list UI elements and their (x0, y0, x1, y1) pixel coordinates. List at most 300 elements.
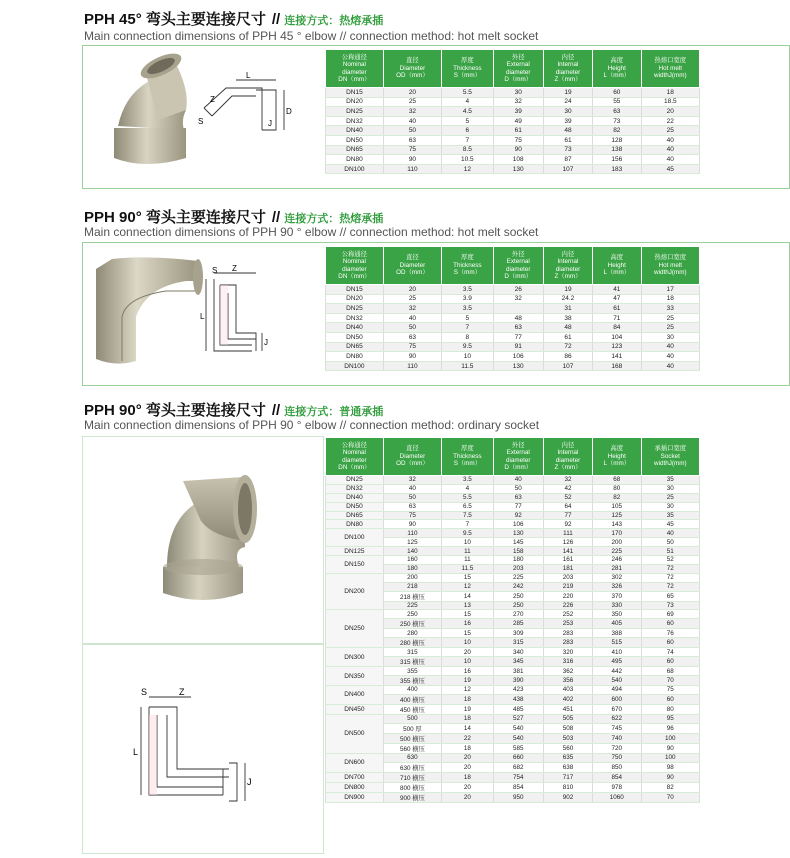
table-cell: 100 (641, 753, 699, 762)
table-cell: 15 (442, 629, 493, 638)
column-header-line: External (506, 61, 530, 68)
column-header-line: 直径 (406, 57, 419, 65)
connection-method-cn: 连接方式：普通承插 (284, 406, 384, 418)
table-cell: 18 (442, 772, 493, 782)
table-cell: 104 (593, 332, 642, 342)
table-cell: 978 (593, 782, 642, 792)
dn-cell: DN450 (326, 704, 384, 714)
table-cell: 315 (383, 648, 441, 657)
table-cell: 40 (641, 342, 699, 352)
table-cell: 48 (493, 313, 543, 323)
table-cell: 110 (383, 361, 441, 371)
table-cell: 900 横压 (383, 792, 441, 802)
table-cell: 160 (383, 556, 441, 565)
table-cell: 10.5 (442, 155, 493, 165)
table-cell: 45 (641, 164, 699, 174)
label-S: S (198, 117, 204, 126)
column-header (383, 50, 441, 88)
table-row (326, 164, 700, 174)
table-cell: 670 (593, 704, 642, 714)
dn-cell: DN50 (326, 135, 384, 145)
table-cell: 745 (593, 723, 642, 733)
table-header-row (326, 50, 700, 88)
table-cell: 40 (641, 352, 699, 362)
table-cell: 220 (543, 591, 592, 601)
column-header (442, 438, 493, 476)
table-cell: 125 (383, 538, 441, 547)
column-header-line: Hot melt (658, 261, 683, 269)
table-row (326, 145, 700, 155)
table-cell: 3.5 (442, 285, 493, 295)
table-row (326, 107, 700, 117)
table-cell: 170 (593, 529, 642, 538)
column-header-line: External (506, 449, 530, 456)
table-row (326, 667, 700, 676)
column-header-line: 公称通径 (341, 441, 367, 449)
table-cell: 35 (641, 511, 699, 520)
table-cell: 560 横压 (383, 743, 441, 753)
column-header-line: 公称通径 (341, 250, 367, 258)
column-header-line: Thickness (453, 64, 482, 72)
table-row (326, 285, 700, 295)
column-header-line: widthJ(mm) (654, 72, 687, 80)
dn-cell: DN80 (326, 155, 384, 165)
table-cell: 340 (493, 648, 543, 657)
table-cell: 111 (543, 529, 592, 538)
table-cell: 7 (442, 135, 493, 145)
table-cell: 585 (493, 743, 543, 753)
column-header-line: D（mm） (504, 76, 533, 83)
table-cell: 30 (493, 88, 543, 98)
table-cell: 20 (383, 285, 441, 295)
table-cell: 515 (593, 638, 642, 648)
table-cell: 141 (543, 547, 592, 556)
column-header-line: 外径 (511, 53, 525, 61)
table-cell: 635 (543, 753, 592, 762)
dn-cell: DN50 (326, 502, 384, 511)
table-cell: 24.2 (543, 294, 592, 304)
dimension-table-pph90-hot (325, 246, 700, 371)
table-cell: 40 (641, 361, 699, 371)
dn-cell: DN40 (326, 323, 384, 333)
column-header (543, 438, 592, 476)
table-cell: 107 (543, 164, 592, 174)
table-cell: 95 (641, 714, 699, 723)
table-cell: 38 (543, 313, 592, 323)
table-cell: 442 (593, 667, 642, 676)
table-cell: 180 (493, 556, 543, 565)
title-separator: // (271, 11, 281, 28)
column-header (641, 438, 699, 476)
table-row (326, 792, 700, 802)
table-cell: 6.5 (442, 502, 493, 511)
table-cell: 183 (593, 164, 642, 174)
column-header-line: diameter (342, 68, 367, 76)
dn-cell: DN100 (326, 361, 384, 371)
table-cell: 33 (641, 304, 699, 314)
table-cell: 4.5 (442, 107, 493, 117)
table-cell: 91 (493, 342, 543, 352)
table-cell: 14 (442, 723, 493, 733)
table-cell: 40 (641, 145, 699, 155)
column-header-line: 热熔口宽度 (654, 57, 687, 65)
column-header (442, 50, 493, 88)
table-cell: 315 (493, 638, 543, 648)
dn-cell: DN350 (326, 667, 384, 686)
table-cell: 6 (442, 126, 493, 136)
column-header-line: Internal (557, 258, 579, 265)
table-cell: 400 横压 (383, 694, 441, 704)
column-header-line: Hot melt (658, 64, 683, 72)
column-header (493, 438, 543, 476)
table-cell: 82 (593, 493, 642, 502)
table-cell: 138 (593, 145, 642, 155)
table-cell: 218 横压 (383, 591, 441, 601)
table-cell: 75 (383, 342, 441, 352)
table-cell: 90 (383, 520, 441, 529)
table-cell: 55 (593, 97, 642, 107)
table-cell: 18 (641, 88, 699, 98)
table-cell: 49 (493, 116, 543, 126)
column-header (641, 247, 699, 285)
dn-cell: DN32 (326, 116, 384, 126)
table-cell: 540 (493, 723, 543, 733)
table-cell: 225 (383, 601, 441, 610)
table-row (326, 313, 700, 323)
elbow-90-section-drawing (83, 645, 323, 853)
table-cell: 76 (641, 629, 699, 638)
dn-cell: DN15 (326, 88, 384, 98)
table-cell: 80 (641, 704, 699, 714)
title-separator: // (271, 402, 281, 419)
table-cell: 19 (442, 704, 493, 714)
table-cell: 485 (493, 704, 543, 714)
table-cell: 902 (543, 792, 592, 802)
table-cell: 18 (442, 694, 493, 704)
table-cell: 90 (383, 155, 441, 165)
table-cell: 100 (641, 733, 699, 743)
table-cell: 70 (641, 792, 699, 802)
table-cell: 25 (641, 493, 699, 502)
table-row (326, 573, 700, 582)
table-cell: 9.5 (442, 529, 493, 538)
table-cell: 50 (493, 484, 543, 493)
table-cell: 18 (442, 743, 493, 753)
table-cell: 42 (543, 484, 592, 493)
table-row (326, 556, 700, 565)
table-row (326, 782, 700, 792)
column-header-line: S（mm） (453, 460, 481, 468)
table-cell: 40 (641, 155, 699, 165)
column-header (383, 438, 441, 476)
column-header-line: diameter (505, 68, 531, 76)
table-cell: 450 横压 (383, 704, 441, 714)
table-cell: 560 (543, 743, 592, 753)
table-cell: 61 (493, 126, 543, 136)
column-header-line: DN（mm） (338, 76, 371, 83)
table-cell: 18 (641, 294, 699, 304)
table-cell: 73 (593, 116, 642, 126)
table-cell: 8.5 (442, 145, 493, 155)
table-cell: 39 (493, 107, 543, 117)
label-Z: Z (232, 264, 237, 273)
table-cell: 10 (442, 538, 493, 547)
table-cell: 12 (442, 164, 493, 174)
table-cell: 69 (641, 610, 699, 619)
table-cell: 854 (593, 772, 642, 782)
table-cell: 600 (593, 694, 642, 704)
table-cell: 246 (593, 556, 642, 565)
column-header-line: 内径 (561, 250, 575, 258)
table-cell: 283 (543, 629, 592, 638)
table-cell: 92 (543, 520, 592, 529)
table-cell: 63 (593, 107, 642, 117)
table-cell: 60 (641, 638, 699, 648)
table-cell: 356 (543, 676, 592, 686)
dn-cell: DN250 (326, 610, 384, 648)
table-cell: 30 (543, 107, 592, 117)
dn-cell: DN65 (326, 511, 384, 520)
table-cell: 41 (593, 285, 642, 295)
title-text: PPH 90° 弯头主要连接尺寸 (84, 402, 266, 419)
table-cell: 107 (543, 361, 592, 371)
dn-cell: DN80 (326, 520, 384, 529)
table-row (326, 135, 700, 145)
table-cell: 82 (593, 126, 642, 136)
table-cell: 75 (493, 135, 543, 145)
table-cell: 494 (593, 686, 642, 695)
table-cell: 253 (543, 619, 592, 629)
table-cell: 500 横压 (383, 733, 441, 743)
column-header-line: 直径 (406, 445, 419, 453)
column-header-line: 厚度 (461, 254, 474, 262)
table-cell: 106 (493, 520, 543, 529)
table-cell: 388 (593, 629, 642, 638)
dn-cell: DN25 (326, 304, 384, 314)
dn-cell: DN80 (326, 352, 384, 362)
label-S: S (212, 266, 218, 275)
elbow-45-drawing (86, 50, 318, 184)
table-cell: 10 (442, 657, 493, 667)
table-cell: 45 (641, 520, 699, 529)
table-cell: 60 (641, 657, 699, 667)
table-cell: 60 (593, 88, 642, 98)
table-cell: 280 横压 (383, 638, 441, 648)
table-row (326, 686, 700, 695)
column-header-line: diameter (555, 456, 581, 464)
table-row (326, 304, 700, 314)
table-cell: 40 (493, 476, 543, 485)
column-header-line: diameter (505, 265, 531, 273)
table-cell: 51 (641, 547, 699, 556)
table-cell: 250 横压 (383, 619, 441, 629)
column-header-line: Diameter (399, 261, 426, 269)
table-cell: 52 (543, 493, 592, 502)
table-cell: 98 (641, 762, 699, 772)
table-cell: 63 (493, 323, 543, 333)
table-cell: 77 (543, 511, 592, 520)
column-header (593, 438, 642, 476)
table-row (326, 97, 700, 107)
column-header-line: 高度 (610, 57, 624, 65)
table-cell: 25 (383, 294, 441, 304)
column-header (326, 438, 384, 476)
table-cell: 225 (493, 573, 543, 582)
table-row (326, 116, 700, 126)
table-cell: 285 (493, 619, 543, 629)
table-cell: 25 (383, 97, 441, 107)
label-J: J (264, 338, 268, 347)
table-cell: 15 (442, 610, 493, 619)
column-header-line: L（mm） (603, 72, 631, 80)
title-separator: // (271, 209, 281, 226)
label-Z: Z (210, 95, 215, 104)
table-cell: 381 (493, 667, 543, 676)
table-cell: 75 (383, 511, 441, 520)
section-title (84, 206, 383, 227)
table-cell: 30 (641, 332, 699, 342)
table-cell: 540 (593, 676, 642, 686)
dn-cell: DN65 (326, 342, 384, 352)
table-row (326, 294, 700, 304)
table-row (326, 648, 700, 657)
column-header-line: D（mm） (504, 273, 533, 280)
table-cell: 508 (543, 723, 592, 733)
title-text: PPH 90° 弯头主要连接尺寸 (84, 209, 266, 226)
drawing-panel (82, 644, 324, 854)
dn-cell: DN900 (326, 792, 384, 802)
table-cell: 226 (543, 601, 592, 610)
table-cell: 3.5 (442, 304, 493, 314)
table-cell: 14 (442, 591, 493, 601)
column-header-line: 高度 (610, 254, 624, 262)
column-header (442, 247, 493, 285)
column-header-line: OD（mm） (396, 460, 429, 468)
table-cell: 24 (543, 97, 592, 107)
column-header-line: diameter (505, 456, 531, 464)
table-cell: 5 (442, 116, 493, 126)
table-cell: 4 (442, 97, 493, 107)
table-cell: 250 (383, 610, 441, 619)
dn-cell: DN300 (326, 648, 384, 667)
table-cell: 355 横压 (383, 676, 441, 686)
table-cell: 10 (442, 352, 493, 362)
table-cell: 218 (383, 582, 441, 591)
table-cell: 20 (641, 107, 699, 117)
column-header (593, 247, 642, 285)
table-cell: 622 (593, 714, 642, 723)
table-cell: 540 (493, 733, 543, 743)
table-cell: 63 (493, 493, 543, 502)
column-header-line: diameter (342, 456, 367, 464)
column-header-line: DN（mm） (338, 273, 371, 280)
column-header-line: 热熔口宽度 (654, 254, 687, 262)
table-cell (493, 304, 543, 314)
table-cell: 423 (493, 686, 543, 695)
table-cell: 40 (641, 529, 699, 538)
column-header-line: Thickness (453, 261, 482, 269)
table-cell: 68 (593, 476, 642, 485)
column-header-line: L（mm） (603, 269, 631, 277)
table-row (326, 493, 700, 502)
dn-cell: DN200 (326, 573, 384, 610)
table-cell: 143 (593, 520, 642, 529)
table-cell: 503 (543, 733, 592, 743)
dn-cell: DN50 (326, 332, 384, 342)
elbow-90-photo (83, 437, 323, 643)
column-header-line: Thickness (453, 452, 482, 460)
table-cell: 309 (493, 629, 543, 638)
table-cell: 11 (442, 556, 493, 565)
table-cell: 130 (493, 529, 543, 538)
table-cell: 4 (442, 484, 493, 493)
table-row (326, 610, 700, 619)
table-cell: 72 (543, 342, 592, 352)
table-cell: 400 (383, 686, 441, 695)
table-cell: 75 (383, 145, 441, 155)
table-cell: 40 (383, 484, 441, 493)
table-cell: 410 (593, 648, 642, 657)
section-title (84, 399, 383, 420)
table-cell: 48 (543, 126, 592, 136)
column-header-line: Internal (557, 449, 579, 456)
column-header-line: OD（mm） (396, 72, 429, 80)
table-cell: 63 (383, 135, 441, 145)
table-cell: 20 (442, 792, 493, 802)
column-header-line: Z（mm） (554, 464, 582, 471)
dn-cell: DN20 (326, 97, 384, 107)
table-cell: 63 (383, 332, 441, 342)
column-header-line: 内径 (561, 441, 575, 449)
table-cell: 225 (593, 547, 642, 556)
table-row (326, 547, 700, 556)
table-cell: 110 (383, 529, 441, 538)
table-cell: 32 (493, 97, 543, 107)
table-cell: 20 (442, 782, 493, 792)
table-cell: 10 (442, 638, 493, 648)
table-cell: 123 (593, 342, 642, 352)
photo-panel (82, 436, 324, 644)
table-cell: 20 (442, 648, 493, 657)
table-cell: 19 (543, 285, 592, 295)
column-header (593, 50, 642, 88)
table-cell: 26 (493, 285, 543, 295)
table-cell: 854 (493, 782, 543, 792)
table-cell: 810 (543, 782, 592, 792)
table-cell: 125 (593, 511, 642, 520)
connection-method-cn: 连接方式：热熔承插 (284, 213, 384, 225)
table-cell: 7 (442, 520, 493, 529)
table-cell: 84 (593, 323, 642, 333)
table-cell: 717 (543, 772, 592, 782)
table-cell: 12 (442, 686, 493, 695)
table-row (326, 714, 700, 723)
column-header-line: diameter (555, 265, 581, 273)
table-cell: 68 (641, 667, 699, 676)
table-cell: 71 (593, 313, 642, 323)
table-cell: 3.5 (442, 476, 493, 485)
table-cell: 156 (593, 155, 642, 165)
table-cell: 302 (593, 573, 642, 582)
column-header-line: widthJ(mm) (654, 269, 687, 277)
table-cell: 18.5 (641, 97, 699, 107)
table-cell: 128 (593, 135, 642, 145)
table-cell: 31 (543, 304, 592, 314)
dn-cell: DN32 (326, 484, 384, 493)
label-D: D (286, 107, 292, 116)
column-header (326, 50, 384, 88)
dn-cell: DN25 (326, 107, 384, 117)
